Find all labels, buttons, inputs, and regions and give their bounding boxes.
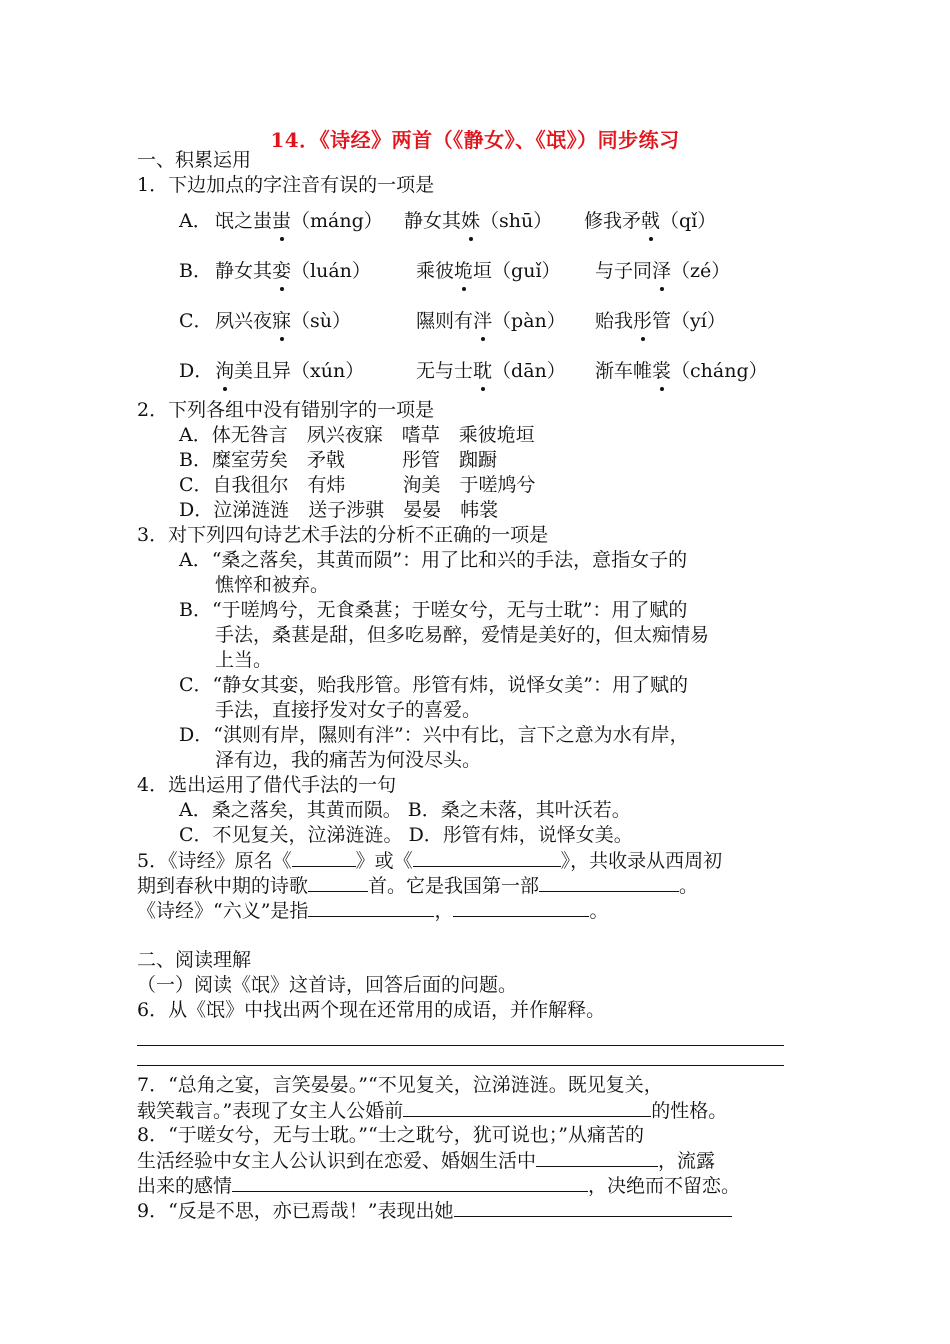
option-letter: D． — [179, 360, 214, 382]
question-7-line1: 7．“总角之宴，言笑晏晏。”“不见复关，泣涕涟涟。既见复关， — [137, 1074, 663, 1096]
option-letter: A． — [179, 210, 212, 232]
item-pinyin: （luán） — [291, 260, 371, 282]
q8-blank-1[interactable] — [536, 1148, 658, 1167]
question-3-stem: 3．对下列四句诗艺术手法的分析不正确的一项是 — [137, 524, 549, 546]
item-text: 静女其 — [215, 260, 273, 282]
item-text: 与子同 — [595, 260, 653, 282]
q2-option-c: C．自我徂尔 有炜 洵美 于嗟鸠兮 — [179, 474, 536, 496]
q4-options-line1: A．桑之落矣，其黄而陨。 B．桑之未落，其叶沃若。 — [179, 799, 631, 821]
question-2-stem: 2．下列各组中没有错别字的一项是 — [137, 399, 435, 421]
item-pinyin: （sù） — [291, 310, 352, 332]
q3-option-b-line3: 上当。 — [215, 649, 273, 671]
item-text: 美且异 — [234, 360, 292, 382]
q5-text: 首。它是我国第一部 — [368, 875, 540, 897]
item-text: 夙兴夜 — [215, 310, 273, 332]
item-text: 隰则有 — [416, 310, 474, 332]
q4-options-line2: C．不见复关，泣涕涟涟。 D．彤管有炜，说怿女美。 — [179, 824, 633, 846]
q6-answer-line-1[interactable] — [137, 1045, 784, 1046]
item-text: 乘彼 — [416, 260, 455, 282]
item-text: 贻我 — [595, 310, 634, 332]
item-pinyin: （qǐ） — [660, 210, 717, 232]
q5-text: ， — [434, 900, 454, 922]
item-pinyin: （shū） — [480, 210, 553, 232]
dotted-char: 姝 — [461, 210, 481, 232]
q3-option-a-line1: A．“桑之落矣，其黄而陨”：用了比和兴的手法，意指女子的 — [179, 549, 688, 571]
question-7-line2 — [137, 1098, 727, 1123]
option-letter: B． — [179, 260, 212, 282]
q9-text: 9．“反是不思，亦已焉哉！”表现出她 — [137, 1200, 454, 1222]
question-6-stem: 6．从《氓》中找出两个现在还常用的成语，并作解释。 — [137, 999, 606, 1021]
q3-option-d-line1: D．“淇则有岸，隰则有泮”：兴中有比，言下之意为水有岸， — [179, 724, 689, 746]
q8-text: ，流露 — [658, 1150, 716, 1172]
item-pinyin: （xún） — [291, 360, 365, 382]
q2-option-b: B．糜室劳矣 矛戟 彤管 踟蹰 — [179, 449, 497, 471]
q5-text: 期到春秋中期的诗歌 — [137, 875, 309, 897]
q5-text: 》，共收录从西周初 — [560, 850, 723, 872]
dotted-char: 垝 — [454, 260, 474, 282]
dotted-char: 戟 — [641, 210, 661, 232]
q5-blank-first[interactable] — [539, 873, 679, 892]
question-8-line3 — [137, 1173, 740, 1198]
q6-answer-line-2[interactable] — [137, 1065, 784, 1066]
item-text: 修我矛 — [584, 210, 642, 232]
item-pinyin: （pàn） — [492, 310, 566, 332]
q5-blank-original-name[interactable] — [292, 848, 356, 867]
q3-option-a-line2: 憔悴和被弃。 — [215, 574, 330, 596]
dotted-char: 洵 — [215, 360, 235, 382]
dotted-char: 耽 — [473, 360, 493, 382]
question-5-line1 — [137, 848, 722, 873]
dotted-char: 泮 — [473, 310, 493, 332]
item-text: 垣 — [473, 260, 493, 282]
q8-text: ，决绝而不留恋。 — [588, 1175, 741, 1197]
q3-option-c-line1: C．“静女其娈，贻我彤管。彤管有炜，说怿女美”：用了赋的 — [179, 674, 688, 696]
q8-text: 生活经验中女主人公认识到在恋爱、婚姻生活中 — [137, 1150, 537, 1172]
page-title: 14．《诗经》两首（《静女》、《氓》）同步练习 — [270, 128, 680, 152]
dotted-char: 彤 — [633, 310, 653, 332]
option-item — [416, 308, 566, 334]
q5-text: 5．《诗经》原名《 — [137, 850, 292, 872]
question-8-line2 — [137, 1148, 715, 1173]
item-pinyin: （yí） — [671, 310, 726, 332]
q7-text: 的性格。 — [651, 1100, 728, 1122]
question-9-line1 — [137, 1198, 732, 1223]
option-item — [595, 308, 726, 334]
item-pinyin: （cháng） — [671, 360, 768, 382]
option-letter: C． — [179, 310, 213, 332]
q5-blank-liuyi-1[interactable] — [308, 898, 434, 917]
item-text: 渐车帷 — [595, 360, 653, 382]
q8-blank-2[interactable] — [232, 1173, 588, 1192]
dotted-char: 娈 — [272, 260, 292, 282]
dotted-char: 蚩 — [272, 210, 292, 232]
q5-blank-alt-name[interactable] — [413, 848, 561, 867]
dotted-char: 寐 — [272, 310, 292, 332]
item-text: 管 — [652, 310, 672, 332]
dotted-char: 泽 — [652, 260, 672, 282]
q5-text: 《诗经》“六义”是指 — [137, 900, 309, 922]
q5-blank-count[interactable] — [308, 873, 368, 892]
q2-option-d: D．泣涕涟涟 送子涉骐 晏晏 帏裳 — [179, 499, 499, 521]
q8-text: 出来的感情 — [137, 1175, 233, 1197]
q3-option-b-line1: B．“于嗟鸠兮，无食桑葚；于嗟女兮，无与士耽”：用了赋的 — [179, 599, 688, 621]
item-pinyin: （zé） — [671, 260, 731, 282]
section-heading-2: 二、阅读理解 — [137, 949, 252, 971]
q7-blank[interactable] — [403, 1098, 651, 1117]
question-5-line2 — [137, 873, 698, 898]
item-pinyin: （máng） — [291, 210, 383, 232]
section-heading-1: 一、积累运用 — [137, 149, 252, 171]
question-8-line1: 8．“于嗟女兮，无与士耽。”“士之耽兮，犹可说也；”从痛苦的 — [137, 1124, 644, 1146]
question-5-line3 — [137, 898, 608, 923]
option-item — [416, 258, 561, 284]
item-text: 无与士 — [416, 360, 474, 382]
option-item — [404, 208, 552, 234]
q9-blank[interactable] — [454, 1198, 732, 1217]
q5-blank-liuyi-2[interactable] — [453, 898, 589, 917]
option-item — [595, 258, 730, 284]
q5-text: 》或《 — [355, 850, 413, 872]
option-item — [416, 358, 566, 384]
item-pinyin: （dān） — [492, 360, 566, 382]
question-4-stem: 4．选出运用了借代手法的一句 — [137, 774, 397, 796]
q3-option-b-line2: 手法，桑葚是甜，但多吃易醉，爱情是美好的，但太痴情易 — [215, 624, 710, 646]
q5-text: 。 — [589, 900, 609, 922]
item-text: 静女其 — [404, 210, 462, 232]
option-item — [215, 208, 383, 234]
dotted-char: 裳 — [652, 360, 672, 382]
item-text: 氓之蚩 — [215, 210, 273, 232]
reading-part-1: （一）阅读《氓》这首诗，回答后面的问题。 — [137, 974, 518, 996]
option-item — [215, 258, 371, 284]
option-item — [595, 358, 768, 384]
question-1-stem: 1．下边加点的字注音有误的一项是 — [137, 174, 435, 196]
option-item — [215, 308, 351, 334]
q3-option-d-line2: 泽有边，我的痛苦为何没尽头。 — [215, 749, 482, 771]
q5-text: 。 — [679, 875, 699, 897]
q2-option-a: A．体无咎言 夙兴夜寐 嗜草 乘彼垝垣 — [179, 424, 535, 446]
item-pinyin: （guǐ） — [492, 260, 561, 282]
q3-option-c-line2: 手法，直接抒发对女子的喜爱。 — [215, 699, 482, 721]
option-item — [584, 208, 716, 234]
q7-text: 载笑载言。”表现了女主人公婚前 — [137, 1100, 404, 1122]
option-item — [215, 358, 364, 384]
